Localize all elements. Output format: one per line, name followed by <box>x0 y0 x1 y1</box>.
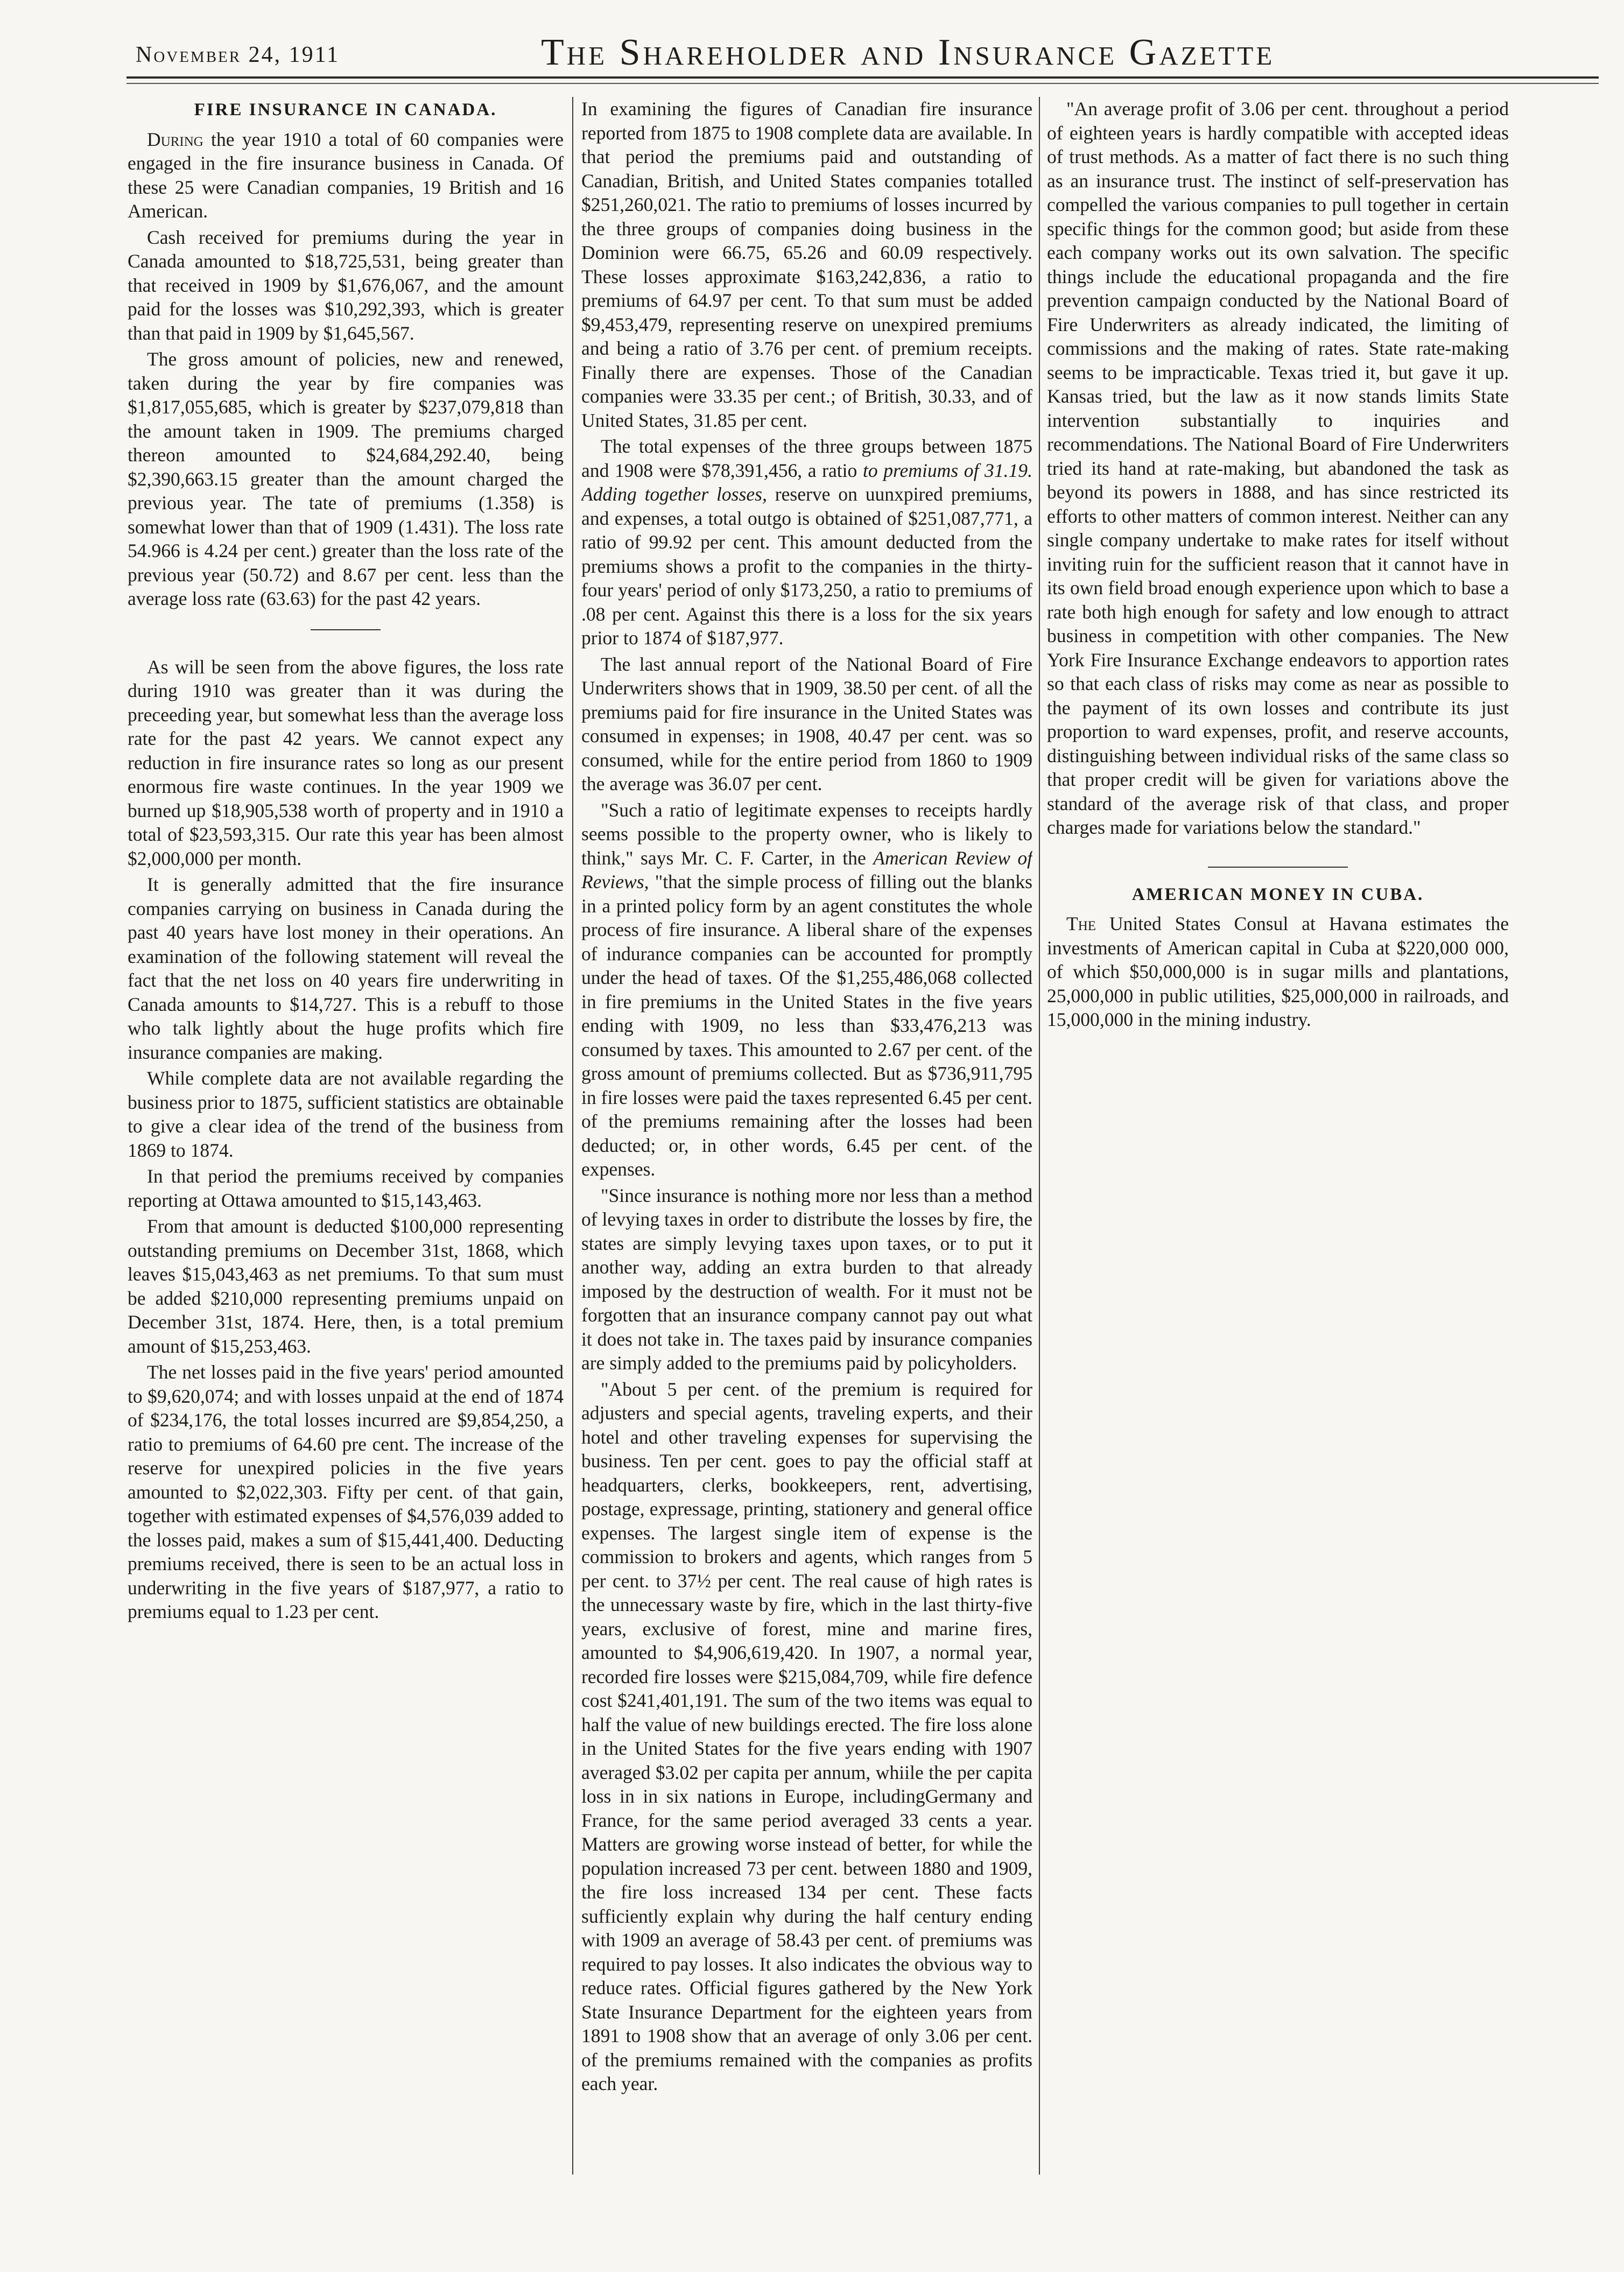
paragraph: In examining the figures of Canadian fire insurance reported from 1875 to 1908 complete data are available. In that period the premiums paid and outstanding of Canadian, British, and United States companies totalled $251,260,021. The ratio to premiums of losses incurred by the three groups of companies doing business in the Dominion were 66.75, 65.26 and 60.09 respectively. These losses approximate $163,242,836, a ratio to premiums of 64.97 per cent. To that sum must be added $9,453,479, representing reserve on unexpired premiums and being a ratio of 3.76 per cent. of premium receipts. Finally there are expenses. Those of the Canadian companies were 33.35 per cent.; of British, 30.33, and of United States, 31.85 per cent. <box>581 98 1032 431</box>
paragraph: "Such a ratio of legitimate expenses to receipts hardly seems possible to the property owner, who is likely to think," says Mr. C. F. Carter, in the American Review of Reviews, "that the simple process of filling out the blanks in a printed policy form by an agent constitutes the whole process of fire insurance. A liberal share of the expenses of indurance companies can be accounted for promptly under the head of taxes. Of the $1,255,486,068 collected in fire premiums in the United States in the five years ending with 1909, no less than $33,476,213 was consumed by taxes. This amounted to 2.67 per cent. of the gross amount of premiums collected. But as $736,911,795 in fire losses were paid the taxes represented 6.45 per cent. of the premiums remaining after the losses had been deducted; or, in other words, 6.45 per cent. of the expenses. <box>581 799 1032 1180</box>
article-heading: FIRE INSURANCE IN CANADA. <box>194 100 497 119</box>
column-3 <box>1047 97 1509 2175</box>
paragraph: The net losses paid in the five years' period amounted to $9,620,074; and with losses unpaid at the end of 1874 of $234,176, the total losses incurred are $9,854,250, a ratio to premiums of 64.60 pre cent. The increase of the reserve for unexpired policies in the five years amounted to $2,022,303. Fifty per cent. of that gain, together with estimated expenses of $4,576,039 added to the losses paid, makes a sum of $15,441,400. Deducting premiums received, there is seen to be an actual loss in underwriting in the five years of $187,977, a ratio to premiums equal to 1.23 per cent. <box>128 1361 564 1622</box>
issue-date: November 24, 1911 <box>136 43 340 67</box>
section-separator <box>1208 867 1348 868</box>
paragraph: The gross amount of policies, new and renewed, taken during the year by fire companies was $1,817,055,685, which is greater by $237,079,818 than the amount taken in 1909. The premiums charged thereon amounted to $24,684,292.40, being $2,390,663.15 greater than the amount charged the previous year. The tate of premiums (1.358) is somewhat lower than that of 1909 (1.431). The loss rate 54.966 is 4.24 per cent.) greater than the loss rate of the previous year (50.72) and 8.67 per cent. less than the average loss rate (63.63) for the past 42 years. <box>128 348 564 609</box>
paragraph: From that amount is deducted $100,000 representing outstanding premiums on December 31st, 1868, which leaves $15,043,463 as net premiums. To that sum must be added $210,000 representing premiums unpaid on December 31st, 1874. Here, then, is a total premium amount of $15,253,463. <box>128 1215 564 1357</box>
paragraph: The total expenses of the three groups between 1875 and 1908 were $78,391,456, a ratio to premiums of 31.19. Adding together losses, reserve on uunxpired premiums, and expenses, a total outgo is obtained of $251,087,771, a ratio of 99.92 per cent. This amount deducted from the premiums shows a profit to the companies in the thirty-four years' period of only $173,250, a ratio to premiums of .08 per cent. Against this there is a loss for the six years prior to 1874 of $187,977. <box>581 435 1032 649</box>
paragraph: "About 5 per cent. of the premium is required for adjusters and special agents, traveling experts, and their hotel and other traveling expenses for supervising the business. Ten per cent. goes to pay the official staff at headquarters, clerks, bookkeepers, rent, advertising, postage, expressage, printing, stationery and general office expenses. The largest single item of expense is the commission to brokers and agents, which ranges from 5 per cent. to 37½ per cent. The real cause of high rates is the unnecessary waste by fire, which in the last thirty-five years, exclusive of forest, mine and marine fires, amounted to $4,906,619,420. In 1907, a normal year, recorded fire losses were $215,084,709, while fire defence cost $241,401,191. The sum of the two items was equal to half the value of new buildings erected. The fire loss alone in the United States for the five years ending with 1907 averaged $3.02 per capita per annum, whiile the per capita loss in in six nations in Europe, includingGermany and France, for the same period averaged 33 cents a year. Matters are growing worse instead of better, for while the population increased 73 per cent. between 1880 and 1909, the fire loss increased 134 per cent. These facts sufficiently explain why during the half century ending with 1909 an average of 58.43 per cent. of premiums was required to pay losses. It also indicates the obvious way to reduce rates. Official figures gathered by the New York State Insurance Department for the eighteen years from 1891 to 1908 show that an average of only 3.06 per cent. of the premiums remained with the companies as profits each year. <box>581 1378 1032 2094</box>
paragraph: The United States Consul at Havana estimates the investments of American capital in Cuba at $220,000 000, of which $50,000,000 is in sugar mills and plantations, 25,000,000 in public utilities, $25,000,000 in railroads, and 15,000,000 in the mining industry. <box>1047 913 1509 1030</box>
section-separator <box>311 629 381 630</box>
lead-word: The <box>1066 913 1096 934</box>
lead-word: During <box>147 128 203 150</box>
masthead-rule-thin <box>126 83 1599 84</box>
paragraph: "Since insurance is nothing more nor less than a method of levying taxes in order to distribute the losses by fire, the states are simply levying taxes upon taxes, or to put it another way, adding an extra burden to that already imposed by the destruction of wealth. For it must not be forgotten that an insurance company cannot pay out what it does not take in. The taxes paid by insurance companies are simply added to the premiums paid by policyholders. <box>581 1184 1032 1374</box>
paragraph: It is generally admitted that the fire insurance companies carrying on business in Canada during the past 40 years have lost money in their operations. An examination of the following statement will reveal the fact that the net loss on 40 years fire underwriting in Canada amounts to $14,727. This is a rebuff to those who talk lightly about the huge profits which fire insurance companies are making. <box>128 874 564 1063</box>
article-heading: AMERICAN MONEY IN CUBA. <box>1131 884 1424 904</box>
paragraph: "An average profit of 3.06 per cent. throughout a period of eighteen years is hardly compatible with accepted ideas of trust methods. As a matter of fact there is no such thing as an insurance trust. The instinct of self-preservation has compelled the various companies to pull together in certain specific things for the common good; but aside from these each company works out its own salvation. The specific things include the educational propaganda and the fire prevention campaign conducted by the National Board of Fire Underwriters as already indicated, the limiting of commissions and the making of rates. State rate-making seems to be impracticable. Texas tried it, but gave it up. Kansas tried, but the law as it now stands limits State intervention substantially to inquiries and recommendations. The National Board of Fire Underwriters tried its hand at rate-making, but abandoned the task as beyond its powers in 1888, and has since restricted its efforts to other matters of common interest. Neither can any single company undertake to make rates for itself without inviting ruin for the sufficient reason that it cannot have in its own field broad enough experience upon which to base a rate both high enough for safety and low enough to attract business in competition with other companies. The New York Fire Insurance Exchange endeavors to apportion rates so that each class of risks may come as near as possible to the payment of its own losses and contribute its just proportion to ward expenses, profit, and reserve accounts, distinguishing between individual risks of the same class so that proper credit will be given for variations above the standard of the average risk of that class, and proper charges made for variations below the standard." <box>1047 98 1509 838</box>
column-1 <box>128 97 564 2175</box>
paragraph: During the year 1910 a total of 60 companies were engaged in the fire insurance business in Canada. Of these 25 were Canadian companies, 19 British and 16 American. <box>128 128 564 222</box>
masthead-rule <box>126 76 1599 79</box>
paragraph: While complete data are not available regarding the business prior to 1875, sufficient statistics are obtainable to give a clear idea of the trend of the business from 1869 to 1874. <box>128 1067 564 1161</box>
paragraph: As will be seen from the above figures, the loss rate during 1910 was greater than it was during the preceeding year, but somewhat less than the average loss rate for the past 42 years. We cannot expect any reduction in fire insurance rates so long as our present enormous fire waste continues. In the year 1909 we burned up $18,905,538 worth of property and in 1910 a total of $23,593,315. Our rate this year has been almost $2,000,000 per month. <box>128 656 564 869</box>
column-divider <box>572 97 573 2175</box>
column-divider <box>1039 97 1040 2175</box>
publication-title: The Shareholder and Insurance Gazette <box>541 32 1275 73</box>
paragraph: In that period the premiums received by companies reporting at Ottawa amounted to $15,143,463. <box>128 1165 564 1211</box>
paragraph: The last annual report of the National Board of Fire Underwriters shows that in 1909, 38.50 per cent. of all the premiums paid for fire insurance in the United States was consumed in expenses; in 1908, 40.47 per cent. was so consumed, while for the entire period from 1860 to 1909 the average was 36.07 per cent. <box>581 653 1032 794</box>
paragraph: Cash received for premiums during the year in Canada amounted to $18,725,531, being greater than that received in 1909 by $1,676,067, and the amount paid for the losses was $10,292,393, which is greater than that paid in 1909 by $1,645,567. <box>128 226 564 344</box>
publication-name: American Review of Reviews, <box>581 847 1032 892</box>
column-2 <box>581 97 1032 2175</box>
